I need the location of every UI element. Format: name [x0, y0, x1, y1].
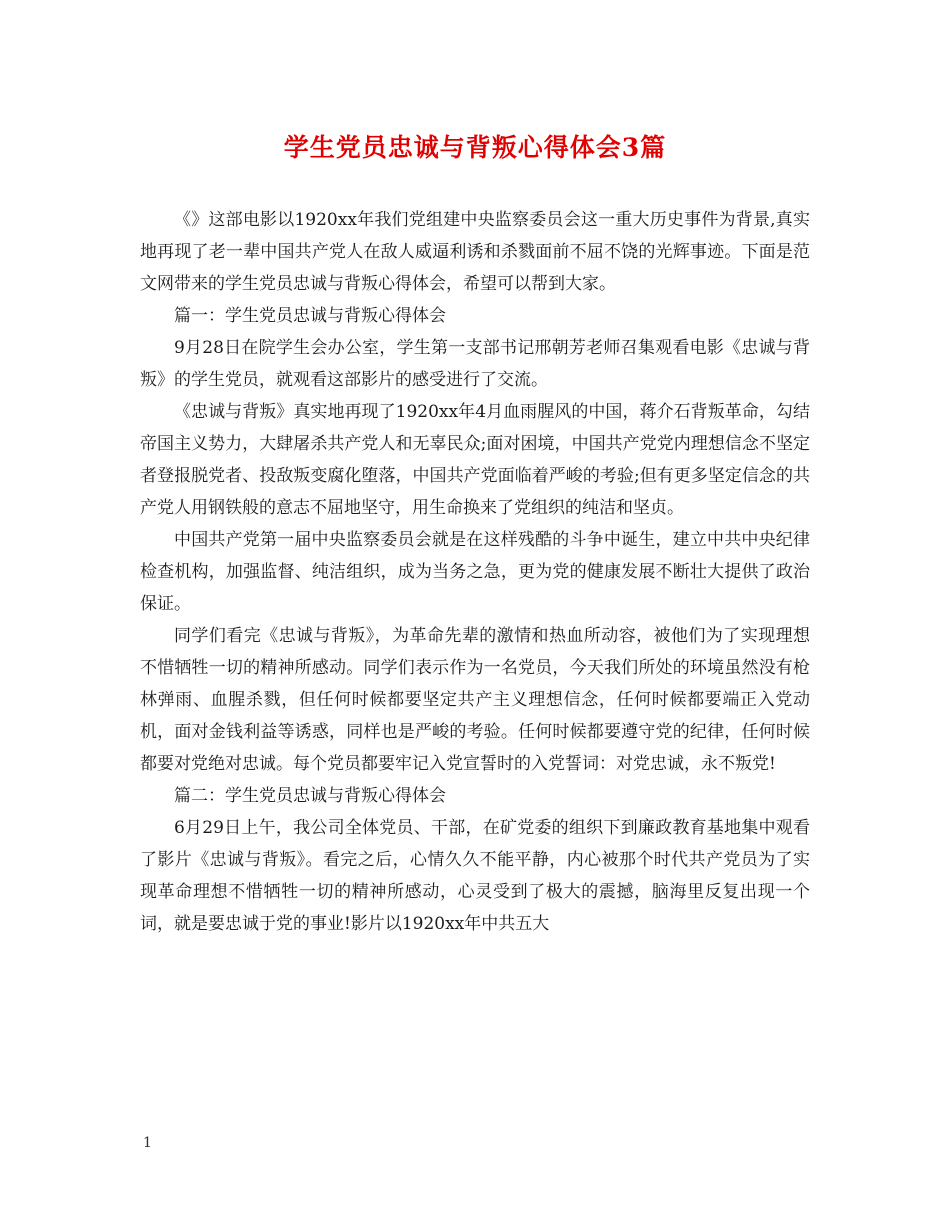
body-paragraph: 同学们看完《忠诚与背叛》，为革命先辈的激情和热血所动容，被他们为了实现理想不惜牺牲一切的精神所感动。同学们表示作为一名党员，今天我们所处的环境虽然没有枪林弹雨、血腥杀戮，但任何时候都要坚定共产主义理想信念，任何时候都要端正入党动机，面对金钱利益等诱惑，同样也是严峻的考验。任何时候都要遵守党的纪律，任何时候都要对党绝对忠诚。每个党员都要牢记入党宣誓时的入党誓词：对党忠诚，永不叛党! [140, 626, 810, 774]
page-number: 1 [143, 1135, 152, 1151]
intro-paragraph: 《》这部电影以1920xx年我们党组建中央监察委员会这一重大历史事件为背景,真实地再现了老一辈中国共产党人在敌人威逼利诱和杀戮面前不屈不饶的光辉事迹。下面是范文网带来的学生党员忠诚与背叛心得体会，希望可以帮到大家。 [140, 210, 810, 294]
section-heading-one: 篇一：学生党员忠诚与背叛心得体会 [174, 306, 446, 326]
body-paragraph: 《忠诚与背叛》真实地再现了1920xx年4月血雨腥风的中国，蒋介石背叛革命，勾结帝国主义势力，大肆屠杀共产党人和无辜民众;面对困境，中国共产党党内理想信念不坚定者登报脱党者、投敌叛变腐化堕落，中国共产党面临着严峻的考验;但有更多坚定信念的共产党人用钢铁般的意志不屈地坚守，用生命换来了党组织的纯洁和坚贞。 [140, 402, 810, 518]
document-title: 学生党员忠诚与背叛心得体会3篇 [283, 133, 667, 162]
body-paragraph: 6月29日上午，我公司全体党员、干部，在矿党委的组织下到廉政教育基地集中观看了影片《忠诚与背叛》。看完之后，心情久久不能平静，内心被那个时代共产党员为了实现革命理想不惜牺牲一切的精神所感动，心灵受到了极大的震撼，脑海里反复出现一个词，就是要忠诚于党的事业!影片以1920xx年中共五大 [140, 818, 810, 934]
body-paragraph: 中国共产党第一届中央监察委员会就是在这样残酷的斗争中诞生，建立中共中央纪律检查机构，加强监督、纯洁组织，成为当务之急，更为党的健康发展不断壮大提供了政治保证。 [140, 530, 810, 614]
section-heading-two: 篇二：学生党员忠诚与背叛心得体会 [174, 786, 446, 806]
body-paragraph: 9月28日在院学生会办公室，学生第一支部书记邢朝芳老师召集观看电影《忠诚与背叛》的学生党员，就观看这部影片的感受进行了交流。 [140, 338, 810, 390]
document-body [140, 204, 810, 940]
